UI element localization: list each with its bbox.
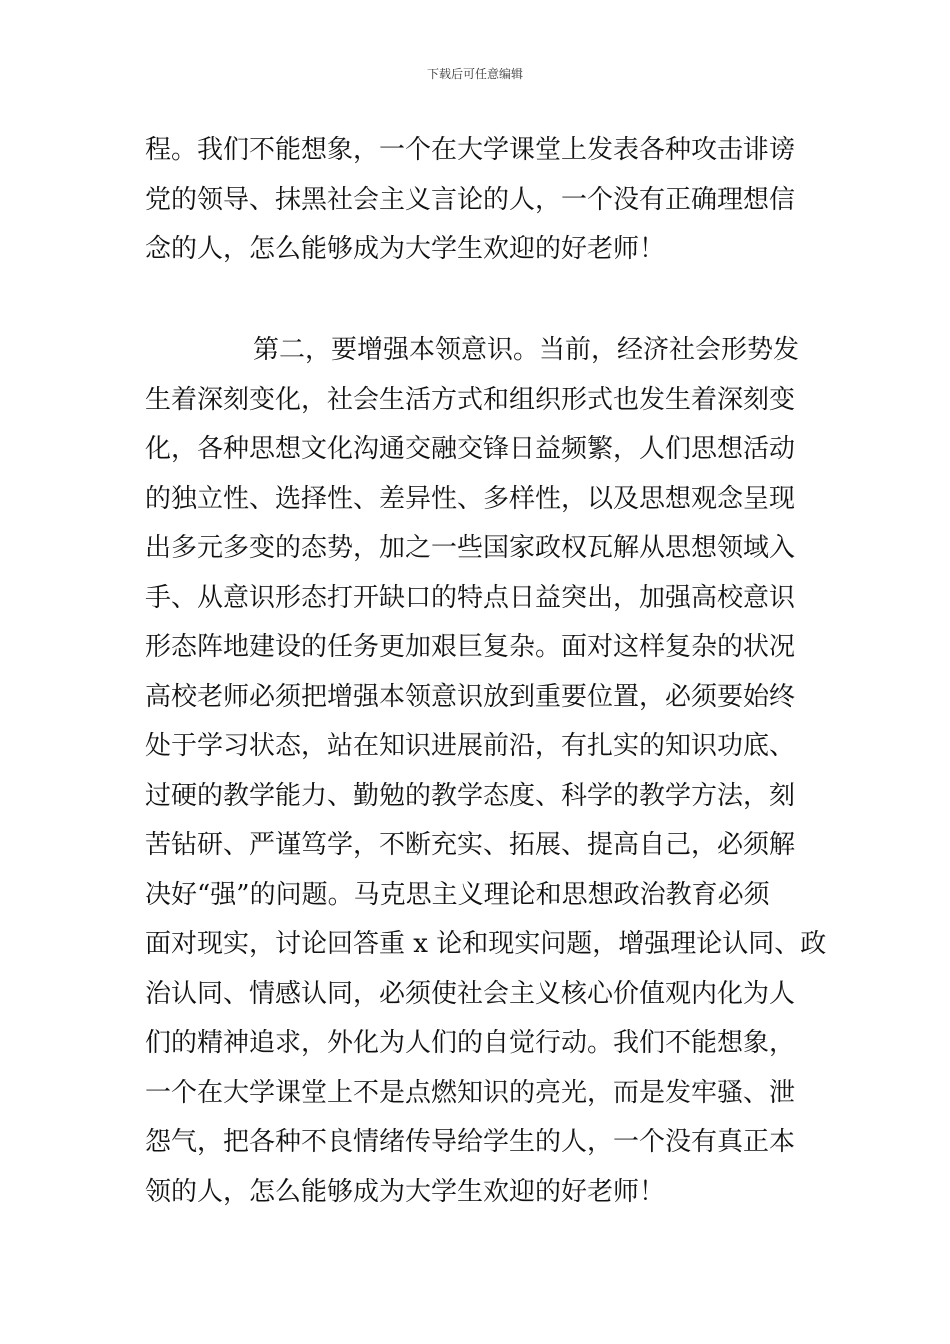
text-line: 党的领导、抹黑社会主义言论的人，一个没有正确理想信	[145, 184, 796, 215]
text-line: 处于学习状态，站在知识进展前沿，有扎实的知识功底、	[145, 731, 796, 761]
paragraph-1	[145, 126, 809, 275]
text-line: 手、从意识形态打开缺口的特点日益突出，加强高校意识	[145, 582, 796, 613]
text-line: 面对现实，讨论回答重 x 论和现实问题，增强理论认同、政	[145, 929, 827, 959]
text-line: 生着深刻变化，社会生活方式和组织形式也发生着深刻变	[145, 384, 796, 415]
text-line: 一个在大学课堂上不是点燃知识的亮光，而是发牢骚、泄	[145, 1077, 796, 1108]
text-line: 治认同、情感认同，必须使社会主义核心价值观内化为人	[145, 978, 796, 1009]
text-line: 高校老师必须把增强本领意识放到重要位置，必须要始终	[145, 681, 796, 712]
text-line: 形态阵地建设的任务更加艰巨复杂。面对这样复杂的状况	[145, 632, 796, 662]
text-line: 念的人，怎么能够成为大学生欢迎的好老师！	[145, 234, 666, 264]
text-line: 过硬的教学能力、勤勉的教学态度、科学的教学方法，刻	[145, 780, 796, 811]
text-line: 化，各种思想文化沟通交融交锋日益频繁，人们思想活动	[145, 434, 796, 464]
paragraph-2	[145, 326, 827, 1217]
text-line: 第二，要增强本领意识。当前，经济社会形势发	[253, 335, 800, 365]
text-line: 们的精神追求，外化为人们的自觉行动。我们不能想象，	[145, 1028, 796, 1058]
text-line: 程。我们不能想象，一个在大学课堂上发表各种攻击诽谤	[145, 135, 796, 165]
text-line: 决好“强”的问题。马克思主义理论和思想政治教育必须	[145, 879, 770, 910]
text-line: 的独立性、选择性、差异性、多样性，以及思想观念呈现	[145, 483, 796, 514]
page-header: 下载后可任意编辑	[426, 67, 523, 81]
text-line: 怨气，把各种不良情绪传导给学生的人，一个没有真正本	[145, 1127, 796, 1157]
text-line: 领的人，怎么能够成为大学生欢迎的好老师！	[145, 1176, 666, 1207]
text-line: 苦钻研、严谨笃学，不断充实、拓展、提高自己，必须解	[145, 830, 796, 860]
text-line: 出多元多变的态势，加之一些国家政权瓦解从思想领域入	[145, 533, 796, 563]
